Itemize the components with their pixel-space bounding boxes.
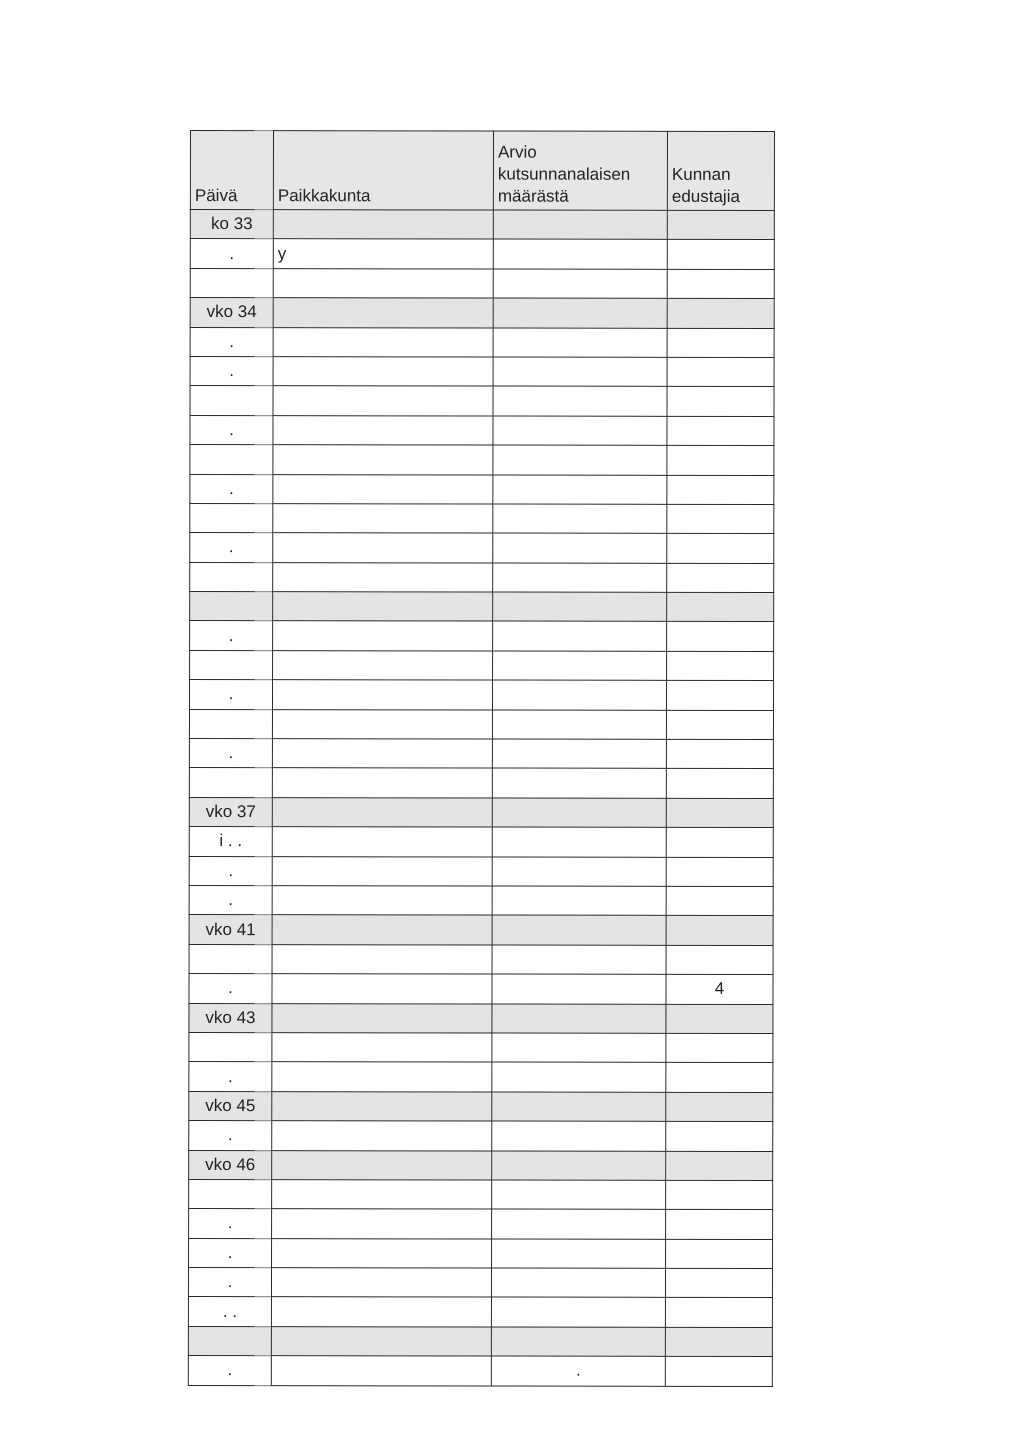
table-row (190, 268, 774, 298)
place-cell (273, 592, 493, 622)
place-cell (272, 797, 492, 827)
estimate-cell (493, 386, 667, 416)
place-cell (271, 1268, 491, 1298)
table-row (190, 474, 774, 504)
header-reps-line-1: Kunnan (671, 164, 731, 184)
reps-cell (667, 328, 774, 358)
day-cell: ko 33 (190, 210, 273, 240)
day-cell: . (190, 621, 273, 651)
reps-cell (667, 416, 774, 446)
day-cell: . (190, 474, 273, 504)
estimate-cell (493, 239, 667, 269)
reps-cell: 4 (666, 974, 773, 1004)
estimate-cell (493, 416, 667, 446)
table-row (189, 1238, 773, 1268)
reps-cell (665, 1357, 772, 1387)
day-cell: vko 41 (189, 915, 272, 945)
reps-cell (667, 299, 774, 329)
reps-cell (666, 945, 773, 975)
reps-cell (666, 1063, 773, 1093)
estimate-cell (493, 533, 667, 563)
table-row (189, 885, 773, 915)
estimate-cell (492, 710, 666, 740)
estimate-cell (492, 680, 666, 710)
day-cell: . (190, 239, 273, 269)
estimate-cell (492, 1121, 666, 1151)
table-row (189, 1179, 773, 1209)
reps-cell (666, 710, 773, 740)
day-cell: . (189, 1121, 272, 1151)
day-cell: . (190, 415, 273, 445)
reps-cell (667, 387, 774, 417)
estimate-cell (493, 357, 667, 387)
place-cell (273, 298, 493, 328)
reps-cell (666, 1121, 773, 1151)
place-cell (272, 827, 492, 857)
day-cell: . (189, 974, 272, 1004)
place-cell (273, 386, 493, 416)
table-row (190, 445, 774, 475)
estimate-cell (492, 798, 666, 828)
reps-cell (666, 798, 773, 828)
week-row (190, 298, 774, 328)
reps-cell (666, 1239, 773, 1269)
estimate-cell (492, 1209, 666, 1239)
place-cell (272, 1121, 492, 1151)
place-cell (272, 1062, 492, 1092)
header-day-label: Päivä (194, 186, 238, 206)
table-row (188, 1297, 772, 1327)
place-cell (272, 1003, 492, 1033)
day-cell (189, 709, 272, 739)
reps-cell (666, 769, 773, 799)
reps-cell (667, 504, 774, 534)
day-cell: . (188, 1356, 271, 1386)
table-row (190, 650, 774, 680)
place-cell (273, 533, 493, 563)
table-row (189, 856, 773, 886)
estimate-cell (492, 1151, 666, 1181)
table-row (190, 533, 774, 563)
reps-cell (666, 1180, 773, 1210)
table-row (189, 1209, 773, 1239)
estimate-cell (492, 1239, 666, 1269)
estimate-cell (492, 857, 666, 887)
place-cell (273, 562, 493, 592)
reps-cell (667, 651, 774, 681)
reps-cell (667, 592, 774, 622)
header-estimate-line-3: määrästä (497, 186, 569, 206)
week-row (189, 1003, 773, 1033)
place-cell (272, 974, 492, 1004)
table-row (190, 621, 774, 651)
table-row (189, 827, 773, 857)
day-cell: . (189, 856, 272, 886)
day-cell: . (188, 1268, 271, 1298)
estimate-cell (492, 768, 666, 798)
reps-cell (667, 240, 774, 270)
day-cell: . (189, 680, 272, 710)
reps-cell (667, 210, 774, 240)
table-row (190, 239, 774, 269)
reps-cell (666, 1151, 773, 1181)
header-reps-line-2: edustajia (671, 186, 740, 206)
estimate-cell (492, 827, 666, 857)
day-cell: vko 37 (189, 797, 272, 827)
reps-cell (666, 1092, 773, 1122)
place-cell (271, 1297, 491, 1327)
reps-cell (666, 739, 773, 769)
day-cell (188, 1326, 271, 1356)
schedule-table (188, 130, 775, 1387)
estimate-cell: . (491, 1356, 665, 1386)
table-row (190, 356, 774, 386)
estimate-cell (492, 915, 666, 945)
day-cell (189, 944, 272, 974)
header-reps (667, 131, 774, 210)
reps-cell (667, 357, 774, 387)
table-row (188, 1268, 772, 1298)
estimate-cell (493, 651, 667, 681)
place-cell (272, 944, 492, 974)
place-cell (272, 709, 492, 739)
reps-cell (667, 475, 774, 505)
reps-cell (667, 563, 774, 593)
day-cell: vko 46 (189, 1150, 272, 1180)
estimate-cell (491, 1268, 665, 1298)
table-row (189, 1032, 773, 1062)
reps-cell (667, 445, 774, 475)
place-cell (273, 357, 493, 387)
day-cell (190, 562, 273, 592)
reps-cell (666, 916, 773, 946)
week-row (189, 797, 773, 827)
table-row (189, 680, 773, 710)
estimate-cell (492, 1062, 666, 1092)
header-place-label: Paikkakunta (277, 186, 371, 206)
day-cell (189, 1032, 272, 1062)
place-cell (273, 445, 493, 475)
table-row (190, 386, 774, 416)
place-cell (272, 768, 492, 798)
reps-cell (666, 886, 773, 916)
reps-cell (665, 1298, 772, 1328)
estimate-cell (493, 210, 667, 240)
estimate-cell (492, 974, 666, 1004)
header-place (273, 131, 493, 210)
reps-cell (667, 269, 774, 299)
day-cell: . (189, 885, 272, 915)
place-cell (272, 1209, 492, 1239)
reps-cell (665, 1327, 772, 1357)
header-day (190, 131, 273, 210)
estimate-cell (493, 504, 667, 534)
day-cell: . (190, 356, 273, 386)
estimate-cell (492, 1004, 666, 1034)
place-cell (271, 1326, 491, 1356)
estimate-cell (491, 1297, 665, 1327)
estimate-cell (493, 298, 667, 328)
header-estimate-line-2: kutsunnanalaisen (497, 164, 631, 184)
estimate-cell (492, 945, 666, 975)
table-row (189, 768, 773, 798)
table-row (190, 415, 774, 445)
day-cell (190, 592, 273, 622)
place-cell (272, 1091, 492, 1121)
day-cell (190, 650, 273, 680)
estimate-cell (493, 563, 667, 593)
day-cell: . (189, 739, 272, 769)
place-cell (273, 474, 493, 504)
day-cell: . . (188, 1297, 271, 1327)
day-cell (190, 268, 273, 298)
estimate-cell (493, 445, 667, 475)
week-row (189, 1091, 773, 1121)
week-row (188, 1326, 772, 1356)
place-cell (273, 327, 493, 357)
table-row (190, 562, 774, 592)
estimate-cell (492, 1092, 666, 1122)
table-row (188, 1356, 772, 1386)
week-row (190, 592, 774, 622)
reps-cell (666, 1033, 773, 1063)
estimate-cell (493, 269, 667, 299)
reps-cell (666, 857, 773, 887)
place-cell (272, 1180, 492, 1210)
day-cell (189, 768, 272, 798)
estimate-cell (492, 886, 666, 916)
place-cell (273, 504, 493, 534)
place-cell (272, 915, 492, 945)
place-cell (272, 1033, 492, 1063)
reps-cell (665, 1268, 772, 1298)
header-row (190, 131, 774, 211)
header-estimate-line-1: Arvio (497, 142, 537, 162)
reps-cell (667, 534, 774, 564)
place-cell (272, 1238, 492, 1268)
estimate-cell (493, 328, 667, 358)
table-row (190, 327, 774, 357)
estimate-cell (492, 739, 666, 769)
day-cell (190, 445, 273, 475)
day-cell (190, 503, 273, 533)
place-cell (272, 739, 492, 769)
table-row (190, 503, 774, 533)
reps-cell (666, 828, 773, 858)
day-cell: . (189, 1209, 272, 1239)
place-cell (273, 651, 493, 681)
day-cell: . (190, 533, 273, 563)
estimate-cell (492, 1033, 666, 1063)
place-cell (272, 886, 492, 916)
place-cell (273, 415, 493, 445)
place-cell (273, 621, 493, 651)
place-cell: y (273, 239, 493, 269)
day-cell: i . . (189, 827, 272, 857)
day-cell: vko 43 (189, 1003, 272, 1033)
estimate-cell (491, 1327, 665, 1357)
table-row (189, 974, 773, 1004)
day-cell: . (189, 1238, 272, 1268)
place-cell (273, 210, 493, 240)
table-row (189, 739, 773, 769)
day-cell: vko 34 (190, 298, 273, 328)
reps-cell (666, 1210, 773, 1240)
day-cell (190, 386, 273, 416)
day-cell: vko 45 (189, 1091, 272, 1121)
day-cell (189, 1179, 272, 1209)
week-row (190, 210, 774, 240)
table-row (189, 709, 773, 739)
place-cell (272, 1150, 492, 1180)
place-cell (272, 680, 492, 710)
table-body (188, 210, 774, 1387)
estimate-cell (493, 621, 667, 651)
day-cell: . (189, 1062, 272, 1092)
reps-cell (666, 1004, 773, 1034)
place-cell (271, 1356, 491, 1386)
estimate-cell (493, 592, 667, 622)
estimate-cell (492, 1180, 666, 1210)
table-row (189, 1062, 773, 1092)
day-cell: . (190, 327, 273, 357)
place-cell (273, 268, 493, 298)
place-cell (272, 856, 492, 886)
week-row (189, 1150, 773, 1180)
table-row (189, 1121, 773, 1151)
estimate-cell (493, 475, 667, 505)
header-estimate (493, 131, 667, 210)
reps-cell (666, 681, 773, 711)
table-row (189, 944, 773, 974)
reps-cell (667, 622, 774, 652)
week-row (189, 915, 773, 945)
